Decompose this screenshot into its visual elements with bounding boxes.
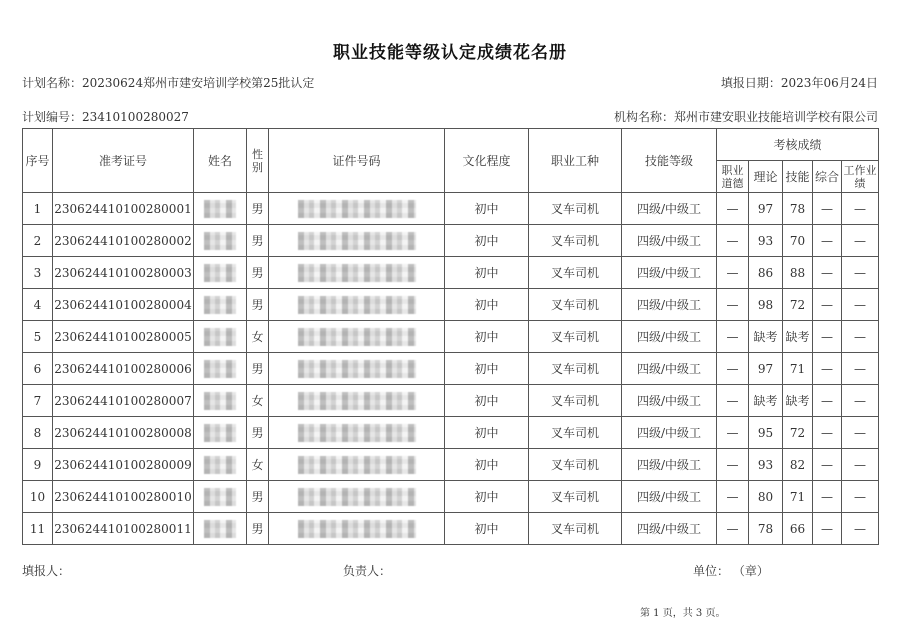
cell-id-no <box>269 385 445 417</box>
table-row <box>23 225 879 257</box>
cell-exam-no: 230624410100280006 <box>53 353 194 385</box>
page-indicator: 第 1 页，共 3 页。 <box>640 608 726 619</box>
fill-date: 填报日期：2023年06月24日 <box>720 76 878 90</box>
redacted-id-mosaic <box>298 232 416 250</box>
cell-id-no <box>269 353 445 385</box>
header-skill-level: 技能等级 <box>622 129 717 193</box>
cell-skill: 71 <box>783 481 813 513</box>
table-row <box>23 385 879 417</box>
cell-theory: 缺考 <box>749 385 783 417</box>
cell-ethics: — <box>717 289 749 321</box>
cell-gender: 男 <box>247 513 269 545</box>
redacted-id-mosaic <box>298 200 416 218</box>
redacted-name-mosaic <box>204 232 236 250</box>
cell-gender: 女 <box>247 321 269 353</box>
cell-occupation: 叉车司机 <box>529 321 622 353</box>
cell-occupation: 叉车司机 <box>529 417 622 449</box>
cell-name <box>194 481 247 513</box>
redacted-name-mosaic <box>204 424 236 442</box>
cell-id-no <box>269 417 445 449</box>
cell-skill: 82 <box>783 449 813 481</box>
cell-exam-no: 230624410100280005 <box>53 321 194 353</box>
cell-ethics: — <box>717 321 749 353</box>
cell-occupation: 叉车司机 <box>529 225 622 257</box>
redacted-name-mosaic <box>204 360 236 378</box>
cell-name <box>194 513 247 545</box>
cell-overall: — <box>813 321 842 353</box>
cell-overall: — <box>813 385 842 417</box>
cell-ethics: — <box>717 193 749 225</box>
score-roster-table <box>22 128 879 545</box>
cell-education: 初中 <box>445 225 529 257</box>
cell-occupation: 叉车司机 <box>529 449 622 481</box>
cell-education: 初中 <box>445 385 529 417</box>
cell-overall: — <box>813 449 842 481</box>
cell-theory: 95 <box>749 417 783 449</box>
cell-seq: 11 <box>23 513 53 545</box>
cell-name <box>194 353 247 385</box>
cell-skill-level: 四级/中级工 <box>622 417 717 449</box>
header-ethics: 职业道德 <box>717 161 749 193</box>
plan-number: 计划编号：23410100280027 <box>22 110 189 124</box>
cell-theory: 97 <box>749 193 783 225</box>
header-id-no: 证件号码 <box>269 129 445 193</box>
cell-seq: 9 <box>23 449 53 481</box>
cell-overall: — <box>813 257 842 289</box>
cell-ethics: — <box>717 417 749 449</box>
redacted-name-mosaic <box>204 200 236 218</box>
cell-seq: 3 <box>23 257 53 289</box>
redacted-name-mosaic <box>204 488 236 506</box>
cell-education: 初中 <box>445 289 529 321</box>
cell-gender: 男 <box>247 225 269 257</box>
cell-work-performance: — <box>842 321 879 353</box>
cell-overall: — <box>813 417 842 449</box>
table-row <box>23 193 879 225</box>
cell-skill-level: 四级/中级工 <box>622 225 717 257</box>
cell-exam-no: 230624410100280003 <box>53 257 194 289</box>
cell-exam-no: 230624410100280010 <box>53 481 194 513</box>
cell-theory: 80 <box>749 481 783 513</box>
redacted-name-mosaic <box>204 520 236 538</box>
cell-skill-level: 四级/中级工 <box>622 481 717 513</box>
cell-id-no <box>269 225 445 257</box>
cell-seq: 1 <box>23 193 53 225</box>
cell-id-no <box>269 257 445 289</box>
table-row <box>23 481 879 513</box>
cell-gender: 女 <box>247 449 269 481</box>
cell-ethics: — <box>717 449 749 481</box>
redacted-id-mosaic <box>298 520 416 538</box>
cell-overall: — <box>813 481 842 513</box>
table-body <box>23 193 879 545</box>
cell-work-performance: — <box>842 449 879 481</box>
cell-overall: — <box>813 513 842 545</box>
redacted-id-mosaic <box>298 264 416 282</box>
header-occupation: 职业工种 <box>529 129 622 193</box>
institution-name: 机构名称：郑州市建安职业技能培训学校有限公司 <box>613 110 878 124</box>
cell-ethics: — <box>717 385 749 417</box>
page-title: 职业技能等级认定成绩花名册 <box>333 43 567 63</box>
redacted-name-mosaic <box>204 456 236 474</box>
cell-skill-level: 四级/中级工 <box>622 449 717 481</box>
cell-work-performance: — <box>842 289 879 321</box>
header-name: 姓名 <box>194 129 247 193</box>
cell-name <box>194 257 247 289</box>
cell-ethics: — <box>717 257 749 289</box>
cell-theory: 缺考 <box>749 321 783 353</box>
cell-theory: 86 <box>749 257 783 289</box>
cell-seq: 2 <box>23 225 53 257</box>
cell-skill-level: 四级/中级工 <box>622 513 717 545</box>
cell-overall: — <box>813 225 842 257</box>
cell-work-performance: — <box>842 353 879 385</box>
cell-id-no <box>269 481 445 513</box>
cell-exam-no: 230624410100280002 <box>53 225 194 257</box>
cell-gender: 女 <box>247 385 269 417</box>
cell-id-no <box>269 321 445 353</box>
cell-education: 初中 <box>445 513 529 545</box>
redacted-name-mosaic <box>204 264 236 282</box>
plan-name: 计划名称：20230624郑州市建安培训学校第25批认定 <box>22 76 315 90</box>
cell-education: 初中 <box>445 353 529 385</box>
cell-occupation: 叉车司机 <box>529 193 622 225</box>
cell-education: 初中 <box>445 193 529 225</box>
cell-skill: 72 <box>783 417 813 449</box>
cell-exam-no: 230624410100280001 <box>53 193 194 225</box>
header-skill: 技能 <box>783 161 813 193</box>
cell-ethics: — <box>717 513 749 545</box>
cell-gender: 男 <box>247 193 269 225</box>
cell-seq: 6 <box>23 353 53 385</box>
cell-skill: 缺考 <box>783 385 813 417</box>
table-row <box>23 449 879 481</box>
cell-name <box>194 289 247 321</box>
header-seq: 序号 <box>23 129 53 193</box>
cell-name <box>194 449 247 481</box>
cell-id-no <box>269 289 445 321</box>
header-overall: 综合 <box>813 161 842 193</box>
cell-occupation: 叉车司机 <box>529 385 622 417</box>
redacted-name-mosaic <box>204 392 236 410</box>
cell-occupation: 叉车司机 <box>529 289 622 321</box>
cell-seq: 5 <box>23 321 53 353</box>
cell-id-no <box>269 513 445 545</box>
cell-gender: 男 <box>247 289 269 321</box>
cell-exam-no: 230624410100280004 <box>53 289 194 321</box>
cell-gender: 男 <box>247 481 269 513</box>
redacted-id-mosaic <box>298 392 416 410</box>
cell-ethics: — <box>717 481 749 513</box>
filler-label: 填报人： <box>22 564 71 578</box>
cell-skill: 66 <box>783 513 813 545</box>
cell-skill-level: 四级/中级工 <box>622 385 717 417</box>
table-row <box>23 353 879 385</box>
cell-skill-level: 四级/中级工 <box>622 289 717 321</box>
cell-name <box>194 385 247 417</box>
cell-skill-level: 四级/中级工 <box>622 193 717 225</box>
cell-name <box>194 417 247 449</box>
table-row <box>23 257 879 289</box>
cell-skill-level: 四级/中级工 <box>622 353 717 385</box>
cell-exam-no: 230624410100280007 <box>53 385 194 417</box>
cell-name <box>194 321 247 353</box>
cell-work-performance: — <box>842 385 879 417</box>
cell-work-performance: — <box>842 417 879 449</box>
cell-theory: 78 <box>749 513 783 545</box>
cell-skill: 88 <box>783 257 813 289</box>
cell-work-performance: — <box>842 257 879 289</box>
cell-exam-no: 230624410100280008 <box>53 417 194 449</box>
cell-overall: — <box>813 353 842 385</box>
header-theory: 理论 <box>749 161 783 193</box>
header-scores-group: 考核成绩 <box>717 129 879 161</box>
cell-gender: 男 <box>247 353 269 385</box>
cell-overall: — <box>813 193 842 225</box>
table-row <box>23 417 879 449</box>
cell-ethics: — <box>717 225 749 257</box>
table-row <box>23 513 879 545</box>
cell-education: 初中 <box>445 257 529 289</box>
cell-skill-level: 四级/中级工 <box>622 257 717 289</box>
cell-occupation: 叉车司机 <box>529 513 622 545</box>
cell-seq: 10 <box>23 481 53 513</box>
cell-skill: 70 <box>783 225 813 257</box>
redacted-id-mosaic <box>298 424 416 442</box>
cell-ethics: — <box>717 353 749 385</box>
cell-seq: 7 <box>23 385 53 417</box>
responsible-label: 负责人： <box>343 564 392 578</box>
cell-seq: 4 <box>23 289 53 321</box>
table-row <box>23 289 879 321</box>
redacted-id-mosaic <box>298 328 416 346</box>
redacted-name-mosaic <box>204 296 236 314</box>
cell-skill-level: 四级/中级工 <box>622 321 717 353</box>
header-exam-no: 准考证号 <box>53 129 194 193</box>
table-row <box>23 321 879 353</box>
cell-skill: 78 <box>783 193 813 225</box>
cell-theory: 93 <box>749 449 783 481</box>
header-work-performance: 工作业绩 <box>842 161 879 193</box>
cell-theory: 97 <box>749 353 783 385</box>
cell-exam-no: 230624410100280011 <box>53 513 194 545</box>
cell-theory: 98 <box>749 289 783 321</box>
redacted-name-mosaic <box>204 328 236 346</box>
cell-education: 初中 <box>445 417 529 449</box>
cell-work-performance: — <box>842 481 879 513</box>
cell-education: 初中 <box>445 481 529 513</box>
unit-label: 单位： （章） <box>693 564 769 578</box>
cell-gender: 男 <box>247 417 269 449</box>
cell-work-performance: — <box>842 225 879 257</box>
redacted-id-mosaic <box>298 488 416 506</box>
cell-education: 初中 <box>445 449 529 481</box>
cell-overall: — <box>813 289 842 321</box>
cell-occupation: 叉车司机 <box>529 257 622 289</box>
cell-name <box>194 225 247 257</box>
cell-seq: 8 <box>23 417 53 449</box>
cell-occupation: 叉车司机 <box>529 353 622 385</box>
redacted-id-mosaic <box>298 360 416 378</box>
cell-theory: 93 <box>749 225 783 257</box>
cell-name <box>194 193 247 225</box>
cell-education: 初中 <box>445 321 529 353</box>
cell-occupation: 叉车司机 <box>529 481 622 513</box>
cell-skill: 缺考 <box>783 321 813 353</box>
redacted-id-mosaic <box>298 296 416 314</box>
cell-id-no <box>269 449 445 481</box>
cell-gender: 男 <box>247 257 269 289</box>
cell-skill: 71 <box>783 353 813 385</box>
header-education: 文化程度 <box>445 129 529 193</box>
cell-id-no <box>269 193 445 225</box>
cell-work-performance: — <box>842 193 879 225</box>
redacted-id-mosaic <box>298 456 416 474</box>
cell-work-performance: — <box>842 513 879 545</box>
header-gender: 性别 <box>247 129 269 193</box>
cell-skill: 72 <box>783 289 813 321</box>
cell-exam-no: 230624410100280009 <box>53 449 194 481</box>
